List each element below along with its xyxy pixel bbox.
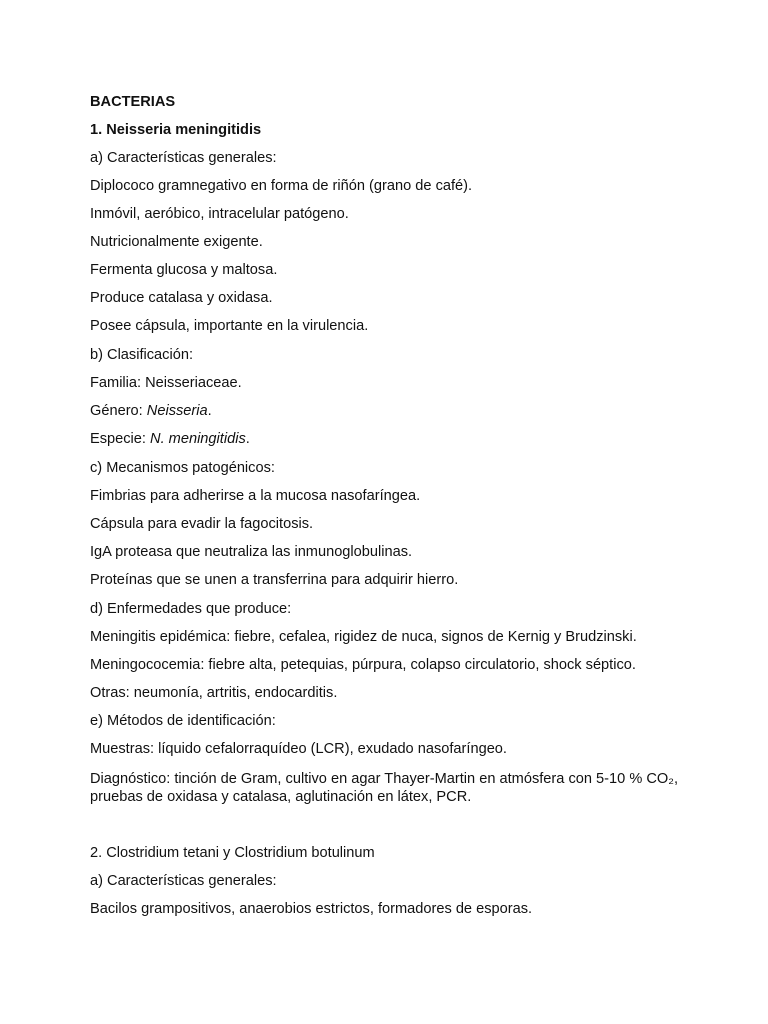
text-line: Cápsula para evadir la fagocitosis. — [90, 516, 314, 532]
subsection-e-title: e) Métodos de identificación: — [90, 713, 276, 729]
text-line: Familia: Neisseriaceae. — [90, 375, 242, 391]
text-line: Posee cápsula, importante en la virulencia. — [90, 318, 369, 334]
text-line: IgA proteasa que neutraliza las inmunoglobulinas. — [90, 544, 413, 560]
diagnosis-paragraph: Diagnóstico: tinción de Gram, cultivo en agar Thayer-Martin en atmósfera con 5-10 % CO₂, pruebas de oxidasa y catalasa, aglutinación en látex, PCR. — [90, 771, 678, 805]
text-line: Produce catalasa y oxidasa. — [90, 290, 273, 306]
text-line: Nutricionalmente exigente. — [90, 234, 263, 250]
subsection-a-title: a) Características generales: — [90, 873, 277, 889]
document-title: BACTERIAS — [90, 94, 176, 110]
text-line: Meningococemia: fiebre alta, petequias, púrpura, colapso circulatorio, shock séptico. — [90, 657, 636, 673]
species-label: Especie: — [90, 431, 151, 447]
text-line: Inmóvil, aeróbico, intracelular patógeno. — [90, 206, 349, 222]
text-line: Fermenta glucosa y maltosa. — [90, 262, 278, 278]
genus-label: Género: — [90, 403, 147, 419]
genus-line: Género: Neisseria. — [90, 403, 212, 419]
text-line: Proteínas que se unen a transferrina para adquirir hierro. — [90, 572, 459, 588]
species-line: Especie: N. meningitidis. — [90, 431, 250, 447]
section-1-heading: 1. Neisseria meningitidis — [90, 122, 262, 138]
subsection-a-title: a) Características generales: — [90, 150, 277, 166]
text-line: Muestras: líquido cefalorraquídeo (LCR), exudado nasofaríngeo. — [90, 741, 507, 757]
section-2-heading: 2. Clostridium tetani y Clostridium botulinum — [90, 845, 375, 861]
subsection-c-title: c) Mecanismos patogénicos: — [90, 460, 275, 476]
text-line: Meningitis epidémica: fiebre, cefalea, rigidez de nuca, signos de Kernig y Brudzinski. — [90, 629, 637, 645]
species-value: N. meningitidis — [150, 431, 246, 447]
text-line: Diplococo gramnegativo en forma de riñón (grano de café). — [90, 178, 473, 194]
subsection-d-title: d) Enfermedades que produce: — [90, 601, 292, 617]
text-line: Bacilos grampositivos, anaerobios estrictos, formadores de esporas. — [90, 901, 533, 917]
subsection-b-title: b) Clasificación: — [90, 347, 194, 363]
text-line: Fimbrias para adherirse a la mucosa nasofaríngea. — [90, 488, 421, 504]
genus-value: Neisseria — [146, 403, 208, 419]
text-line: Otras: neumonía, artritis, endocarditis. — [90, 685, 338, 701]
